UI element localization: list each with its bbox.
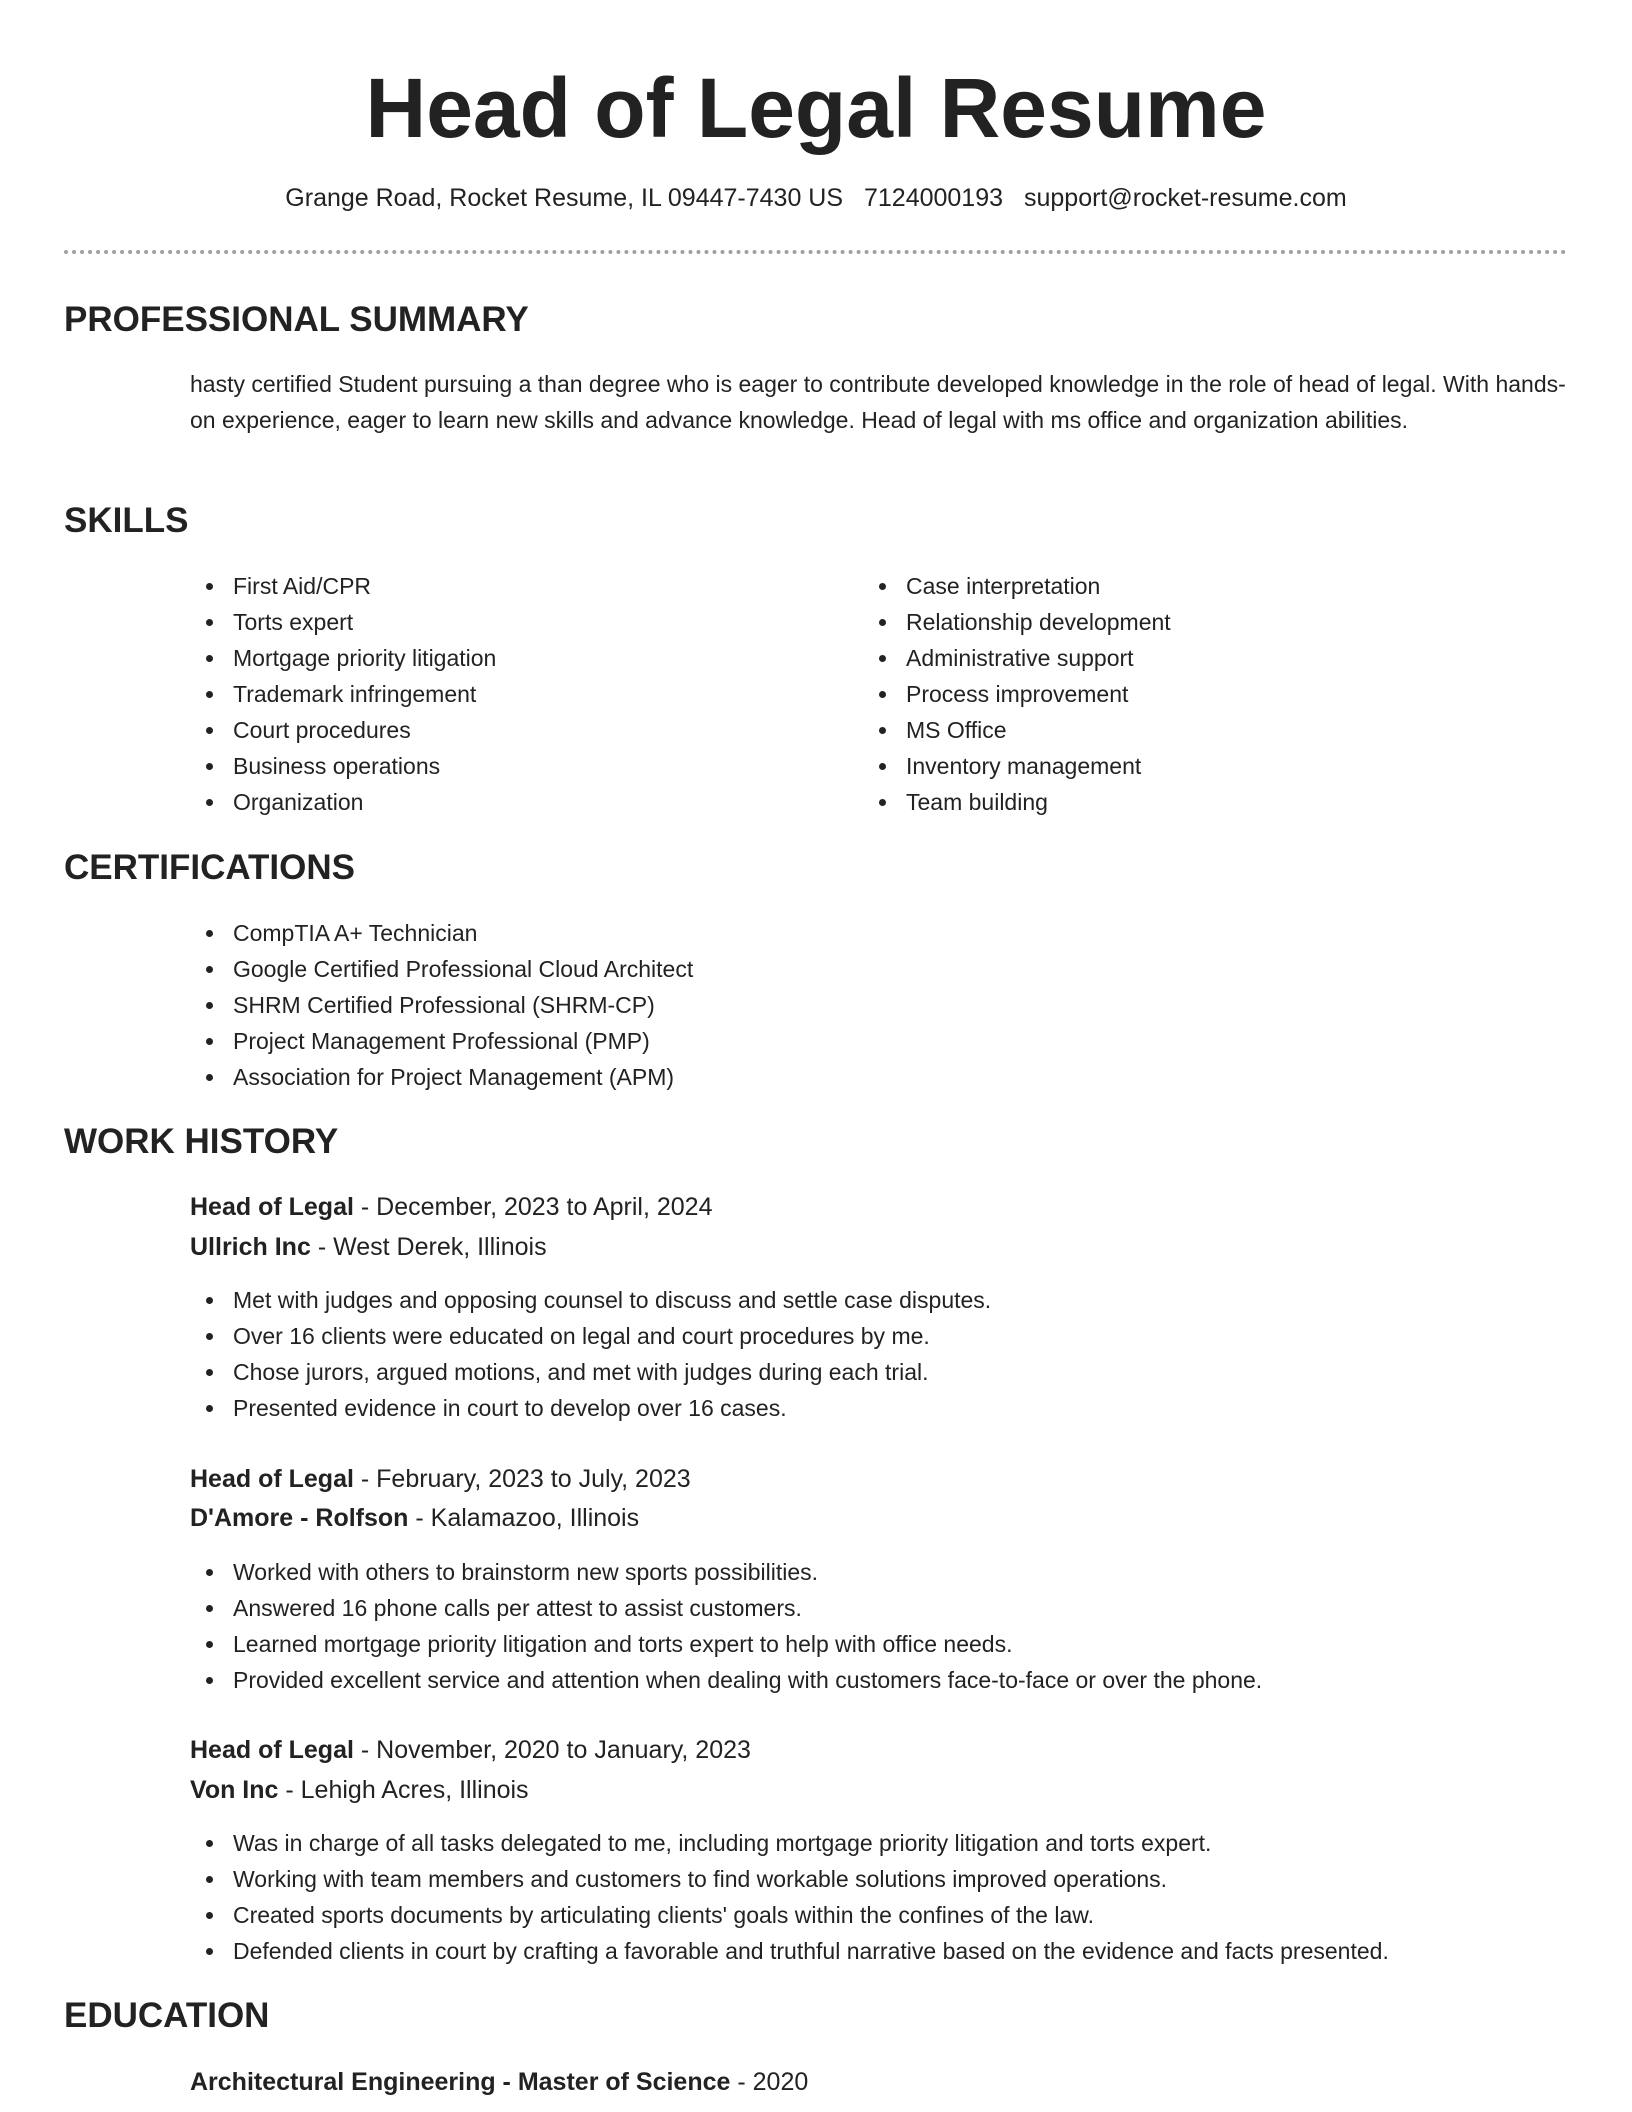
- skill-item: Inventory management: [863, 748, 1171, 784]
- skill-item: Team building: [863, 784, 1171, 820]
- skill-item: Process improvement: [863, 676, 1171, 712]
- page-title: Head of Legal Resume: [365, 61, 1267, 155]
- certification-item: SHRM Certified Professional (SHRM-CP): [190, 987, 693, 1023]
- skills-heading: SKILLS: [64, 501, 189, 540]
- job-bullets: [190, 1282, 991, 1426]
- job-company-line: [190, 1771, 529, 1809]
- job-bullet: Provided excellent service and attention when dealing with customers face-to-face or over the phone.: [190, 1662, 1262, 1698]
- skill-item: Business operations: [190, 748, 496, 784]
- certifications-list: [190, 915, 693, 1095]
- job-title-line: [190, 1731, 751, 1769]
- job-location: - Kalamazoo, Illinois: [408, 1504, 640, 1532]
- skill-item: Torts expert: [190, 604, 496, 640]
- contact-email: support@rocket-resume.com: [1023, 184, 1347, 212]
- job-dates: - December, 2023 to April, 2024: [353, 1193, 713, 1221]
- job-title-line: [190, 1188, 712, 1226]
- skill-item: Trademark infringement: [190, 676, 496, 712]
- job-dates: - November, 2020 to January, 2023: [353, 1736, 751, 1764]
- contact-phone: 7124000193: [863, 184, 1004, 212]
- skill-item: Mortgage priority litigation: [190, 640, 496, 676]
- skill-item: Administrative support: [863, 640, 1171, 676]
- skills-list-left: [190, 568, 496, 820]
- work-history-heading: WORK HISTORY: [64, 1122, 339, 1161]
- header-divider: [64, 250, 1567, 254]
- job-company-line: [190, 1228, 547, 1266]
- job-company: Von Inc: [190, 1776, 279, 1804]
- job-company: Ullrich Inc: [190, 1233, 311, 1261]
- job-title: Head of Legal: [190, 1193, 354, 1221]
- job-bullet: Chose jurors, argued motions, and met with judges during each trial.: [190, 1354, 991, 1390]
- job-company-line: [190, 1499, 639, 1537]
- summary-heading: PROFESSIONAL SUMMARY: [64, 300, 529, 339]
- job-bullet: Was in charge of all tasks delegated to me, including mortgage priority litigation and torts expert.: [190, 1825, 1389, 1861]
- education-year: - 2020: [730, 2068, 809, 2096]
- job-title: Head of Legal: [190, 1736, 354, 1764]
- skill-item: MS Office: [863, 712, 1171, 748]
- job-dates: - February, 2023 to July, 2023: [353, 1465, 691, 1493]
- job-bullet: Presented evidence in court to develop over 16 cases.: [190, 1390, 991, 1426]
- job-bullet: Learned mortgage priority litigation and torts expert to help with office needs.: [190, 1626, 1262, 1662]
- job-bullet: Answered 16 phone calls per attest to assist customers.: [190, 1590, 1262, 1626]
- job-title-line: [190, 1460, 691, 1498]
- contact-line: [0, 180, 1632, 216]
- summary-text: hasty certified Student pursuing a than degree who is eager to contribute developed knowledge in the role of head of legal. With hands-on experience, eager to learn new skills and advance knowledge. Head of legal with ms office and organization abilities.: [190, 371, 1566, 433]
- job-location: - West Derek, Illinois: [310, 1233, 547, 1261]
- certification-item: Google Certified Professional Cloud Architect: [190, 951, 693, 987]
- certification-item: CompTIA A+ Technician: [190, 915, 693, 951]
- education-line: [190, 2063, 808, 2101]
- education-heading: EDUCATION: [64, 1996, 270, 2035]
- job-bullet: Over 16 clients were educated on legal and court procedures by me.: [190, 1318, 991, 1354]
- certifications-heading: CERTIFICATIONS: [64, 848, 356, 887]
- skill-item: Relationship development: [863, 604, 1171, 640]
- job-location: - Lehigh Acres, Illinois: [278, 1776, 529, 1804]
- education-degree: Architectural Engineering - Master of Science: [190, 2068, 731, 2096]
- job-bullet: Worked with others to brainstorm new sports possibilities.: [190, 1554, 1262, 1590]
- skill-item: Case interpretation: [863, 568, 1171, 604]
- job-bullet: Working with team members and customers to find workable solutions improved operations.: [190, 1861, 1389, 1897]
- job-company: D'Amore - Rolfson: [190, 1504, 409, 1532]
- job-bullet: Created sports documents by articulating clients' goals within the confines of the law.: [190, 1897, 1389, 1933]
- job-title: Head of Legal: [190, 1465, 354, 1493]
- skill-item: Court procedures: [190, 712, 496, 748]
- job-bullet: Met with judges and opposing counsel to discuss and settle case disputes.: [190, 1282, 991, 1318]
- job-bullets: [190, 1554, 1262, 1698]
- job-bullet: Defended clients in court by crafting a favorable and truthful narrative based on the evidence and facts presented.: [190, 1933, 1389, 1969]
- job-bullets: [190, 1825, 1389, 1969]
- certification-item: Project Management Professional (PMP): [190, 1023, 693, 1059]
- skill-item: Organization: [190, 784, 496, 820]
- skills-list-right: [863, 568, 1171, 820]
- certification-item: Association for Project Management (APM): [190, 1059, 693, 1095]
- skill-item: First Aid/CPR: [190, 568, 496, 604]
- contact-address: Grange Road, Rocket Resume, IL 09447-7430 US: [285, 184, 844, 212]
